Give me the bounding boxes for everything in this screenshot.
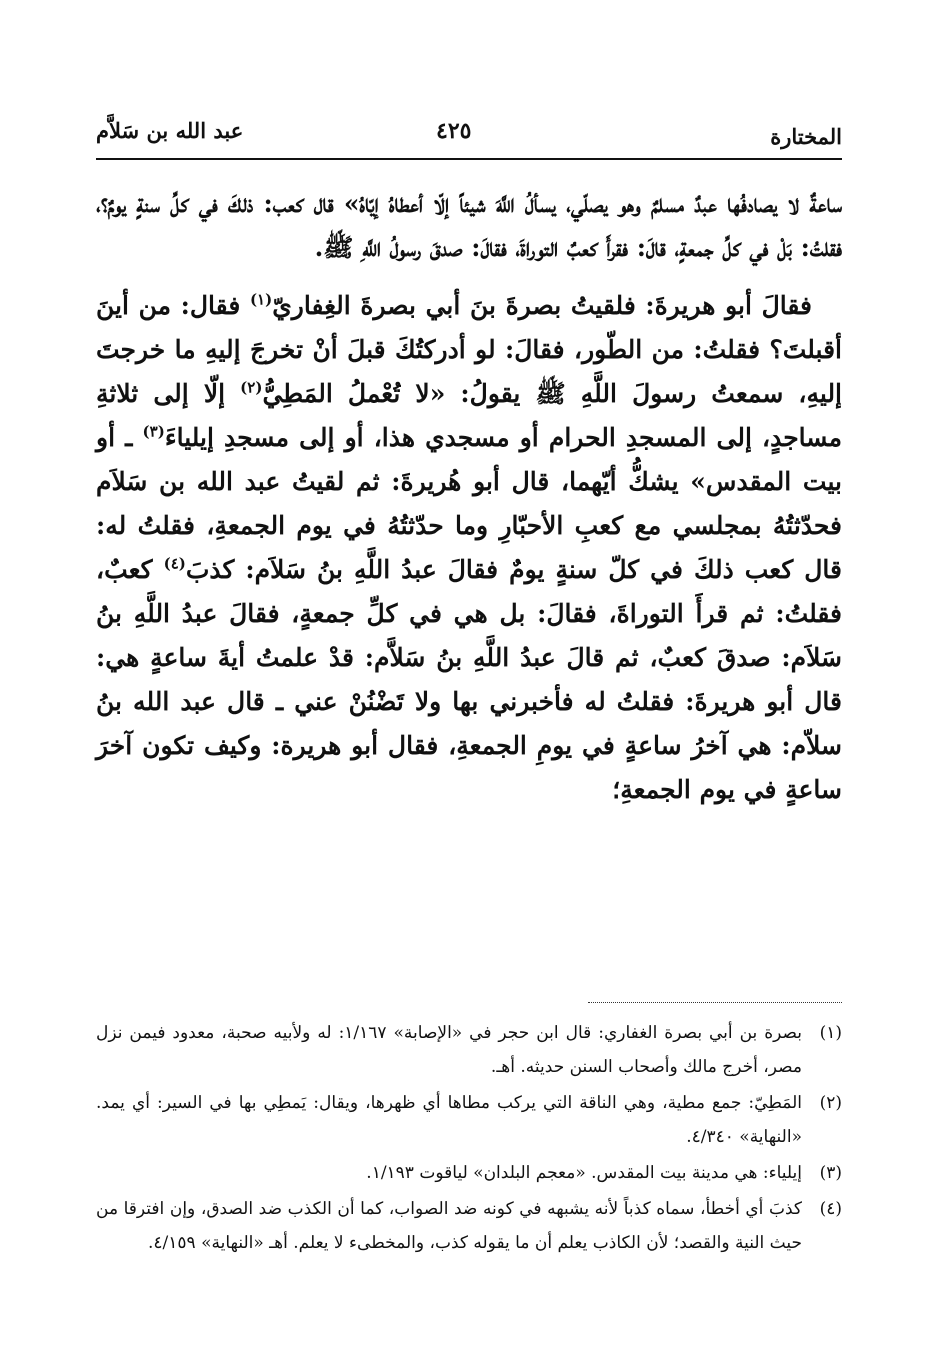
paragraph-2-part-5: كعبٌ، فقلتُ: ثم قرأَ التوراةَ، فقالَ: بل هي في كلِّ جمعةٍ، فقالَ عبدُ اللَّهِ بنُ سَلاَم: صدقَ كعبٌ، ثم قالَ عبدُ اللَّهِ بنُ سَلاَّم: قدْ علمتُ أيةَ ساعةٍ هي: قال أبو هريرةَ: فقلتُ له فأخبرني بها ولا تَضْنُنْ عني ـ قال عبد الله بنُ سلاّم: هي آخرُ ساعةٍ في يومِ الجمعةِ، فقال أبو هريرة: وكيف تكون آخرَ ساعةٍ في يوم الجمعةِ؛ bbox=[96, 555, 842, 804]
footnote-text: إيلياء: هي مدينة بيت المقدس. «معجم البلدان» لياقوت ١/١٩٣. bbox=[366, 1163, 802, 1183]
footnote-number: (٣) bbox=[819, 1163, 842, 1183]
paragraph-2-part-2: فقال: من أينَ أقبلتَ؟ فقلتُ: من الطّور، فقالَ: لو أدركتُكَ قبلَ أنْ تخرجَ إليهِ ما خرجتَ إليهِ، سمعتُ رسولَ اللَّهِ ﷺ يقولُ: «لا تُعْملُ المَطِيُّ bbox=[96, 291, 843, 408]
footnotes bbox=[96, 1016, 842, 1262]
footnote-number: (٢) bbox=[819, 1093, 842, 1113]
footnote-ref-4: (٤) bbox=[163, 554, 186, 573]
footnote bbox=[96, 1086, 842, 1154]
footnote-text: بصرة بن أبي بصرة الغفاري: قال ابن حجر في «الإصابة» ١/١٦٧: له ولأبيه صحبة، معدود فيمن نزل مصر، أخرج مالك وأصحاب السنن حديثه. أهـ. bbox=[96, 1023, 802, 1077]
paragraph-2 bbox=[96, 284, 842, 812]
footnote bbox=[96, 1156, 842, 1190]
paragraph-2-part-3: إلّا إلى ثلاثةِ مساجدٍ، إلى المسجدِ الحرام أو مسجدي هذا، أو إلى مسجدِ إيلياءَ bbox=[96, 379, 842, 452]
footnote bbox=[96, 1016, 842, 1084]
footnote-text: كذبَ أي أخطأ، سماه كذباً لأنه يشبهه في كونه ضد الصواب، كما أن الكذب ضد الصدق، وإن افترقا من حيث النية والقصد؛ لأن الكاذب يعلم أن ما يقوله كذب، والمخطىء لا يعلم. أهـ «النهاية» ٤/١٥٩. bbox=[96, 1199, 802, 1253]
page-number: ٤٢٥ bbox=[436, 118, 472, 144]
footnote-ref-3: (٣) bbox=[142, 422, 165, 441]
chapter-title: عبد الله بن سَلاَّم bbox=[96, 118, 244, 143]
footnote-divider bbox=[588, 1002, 842, 1003]
paragraph-1: ساعةٌ لا يصادفُها عبدٌ مسلمٌ وهو يصلّي، يسألُ اللَّهَ شيئاً إلّا أعطاهُ إيّاهُ» قال كعب: ذلكَ في كلِّ سنةٍ يومٌ؟، فقلتُ: بَلْ في كلِّ جمعةٍ، قالَ: فقرأَ كعبٌ التوراةَ، فقالَ: صدقَ رسولُ اللَّهِ ﷺ. bbox=[96, 189, 842, 262]
header-divider bbox=[96, 158, 842, 160]
footnote-number: (٤) bbox=[819, 1199, 842, 1219]
footnote-ref-1: (١) bbox=[249, 290, 273, 309]
book-title: المختارة bbox=[770, 124, 842, 149]
paragraph-2-part-4: ـ أو بيت المقدس» يشكُّ أيّهما، قال أبو هُريرةَ: ثم لقيتُ عبد الله بن سَلاَم فحدّثتُهُ بمجلسي مع كعبِ الأحبّارِ وما حدّثتُهُ في يوم الجمعةِ، فقلتُ له: قال كعب ذلكَ في كلّ سنةٍ يومٌ فقالَ عبدُ اللَّهِ بنُ سَلاَم: كذبَ bbox=[96, 423, 842, 584]
footnote-ref-2: (٢) bbox=[240, 378, 263, 397]
footnote-number: (١) bbox=[819, 1023, 842, 1043]
running-header bbox=[96, 118, 842, 158]
main-text bbox=[96, 182, 842, 812]
footnote-text: المَطِيّ: جمع مطية، وهي الناقة التي يركب مطاها أي ظهرها، ويقال: يَمطِي بها في السير: أي يمد. «النهاية» ٤/٣٤٠. bbox=[96, 1093, 802, 1147]
footnote bbox=[96, 1192, 842, 1260]
paragraph-2-part-1: فقالَ أبو هريرةَ: فلقيتُ بصرةَ بنَ أبي بصرةَ الغِفاريّ bbox=[272, 291, 812, 320]
